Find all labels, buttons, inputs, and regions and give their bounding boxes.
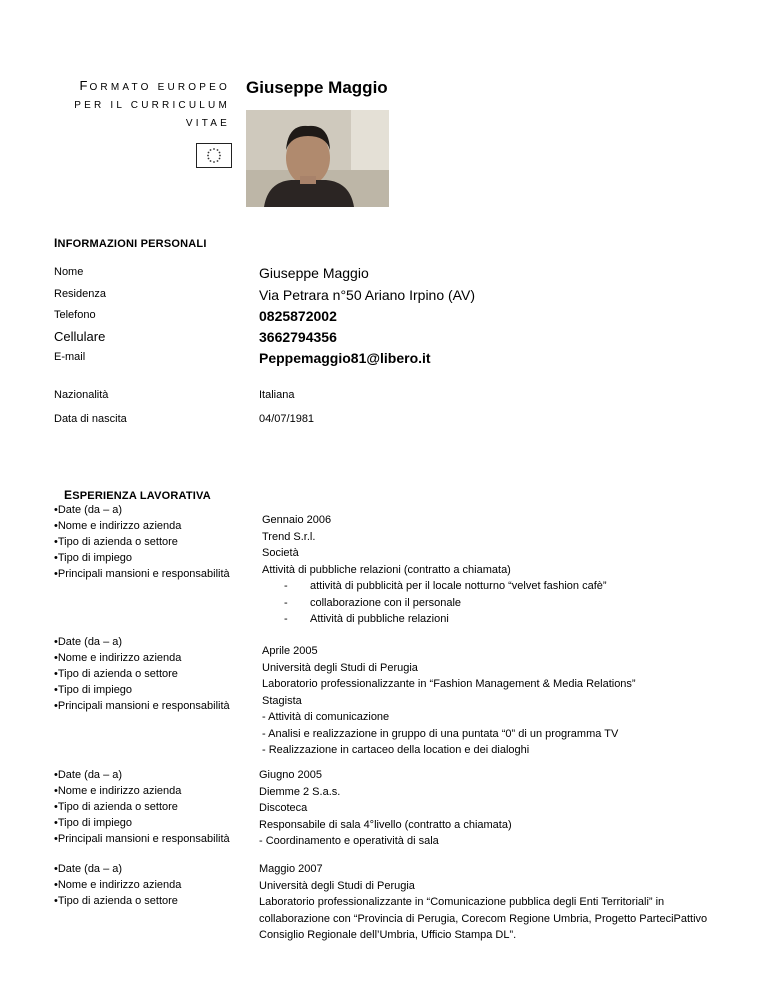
entry-line: Giugno 2005 [259, 769, 322, 781]
label-company: • Nome e indirizzo azienda [54, 877, 181, 893]
label-job: • Tipo di impiego [54, 682, 230, 698]
value-data-nascita: 04/07/1981 [259, 413, 315, 425]
eu-flag-icon [196, 143, 232, 168]
entry-bullet: - Attività di pubbliche relazioni [262, 611, 732, 628]
entry-4-details [259, 861, 739, 944]
label-date: • Date (da – a) [54, 861, 181, 877]
label-cellulare: Cellulare [54, 329, 106, 344]
entry-line: collaborazione con “Provincia di Perugia, Corecom Regione Umbria, Progetto ParteciPattivo [259, 912, 708, 925]
cv-format-line-1: FORMATO EUROPEO [79, 78, 230, 93]
entry-3-details [259, 767, 729, 850]
entry-line: Università degli Studi di Perugia [259, 879, 415, 892]
label-date: • Date (da – a) [54, 634, 230, 650]
label-sector: • Tipo di azienda o settore [54, 893, 181, 909]
label-duties: • Principali mansioni e responsabilità [54, 566, 230, 582]
label-date: • Date (da – a) [54, 502, 230, 518]
label-sector: • Tipo di azienda o settore [54, 799, 230, 815]
entry-line: Laboratorio professionalizzante in “Comunicazione pubblica degli Enti Territoriali” in [259, 896, 665, 908]
label-company: • Nome e indirizzo azienda [54, 783, 230, 799]
entry-line: Responsabile di sala 4°livello (contratto a chiamata) [259, 818, 512, 831]
cv-format-line-3: VITAE [185, 118, 230, 129]
label-company: • Nome e indirizzo azienda [54, 650, 230, 666]
entry-line: Stagista [262, 694, 302, 707]
section-personal-info: INFORMAZIONI PERSONALI [54, 236, 207, 250]
page-title: Giuseppe Maggio [246, 78, 388, 97]
label-date: • Date (da – a) [54, 767, 230, 783]
entry-line: Consiglio Regionale dell’Umbria, Ufficio Stampa DL”. [259, 929, 517, 941]
entry-line: Università degli Studi di Perugia [262, 661, 418, 674]
value-residenza: Via Petrara n°50 Ariano Irpino (AV) [259, 287, 475, 303]
entry-2-details [262, 643, 732, 759]
label-sector: • Tipo di azienda o settore [54, 666, 230, 682]
entry-line: - Realizzazione in cartaceo della location e dei dialoghi [262, 744, 530, 756]
label-job: • Tipo di impiego [54, 550, 230, 566]
value-nazionalita: Italiana [259, 389, 295, 401]
label-telefono: Telefono [54, 309, 96, 321]
cv-format-heading [74, 77, 230, 133]
label-residenza: Residenza [54, 288, 106, 300]
label-nome: Nome [54, 266, 84, 278]
profile-photo [246, 110, 389, 207]
entry-3-labels [54, 767, 230, 847]
label-nazionalita: Nazionalità [54, 389, 109, 401]
entry-line: Società [262, 547, 299, 559]
entry-line: Gennaio 2006 [262, 514, 332, 526]
value-email[interactable]: Peppemaggio81@libero.it [259, 350, 431, 366]
entry-2-labels [54, 634, 230, 714]
value-cellulare: 3662794356 [259, 329, 337, 345]
entry-line: Maggio 2007 [259, 863, 323, 875]
entry-1-labels [54, 502, 230, 582]
entry-4-labels [54, 861, 181, 909]
entry-line: Aprile 2005 [262, 645, 318, 657]
value-telefono: 0825872002 [259, 308, 337, 324]
entry-line: Attività di pubbliche relazioni (contratto a chiamata) [262, 563, 511, 576]
cv-format-line-2: PER IL CURRICULUM [74, 100, 230, 111]
entry-line: Laboratorio professionalizzante in “Fashion Management & Media Relations” [262, 678, 636, 690]
entry-bullet: - collaborazione con il personale [262, 595, 732, 612]
entry-line: - Attività di comunicazione [262, 711, 390, 723]
entry-line: Discoteca [259, 802, 308, 814]
entry-line: - Coordinamento e operatività di sala [259, 835, 439, 847]
entry-line: - Analisi e realizzazione in gruppo di una puntata “0” di un programma TV [262, 727, 619, 740]
entry-bullet: - attività di pubblicità per il locale notturno “velvet fashion cafè” [262, 578, 732, 595]
label-sector: • Tipo di azienda o settore [54, 534, 230, 550]
label-company: • Nome e indirizzo azienda [54, 518, 230, 534]
entry-line: Diemme 2 S.a.s. [259, 785, 341, 798]
entry-line: Trend S.r.l. [262, 530, 316, 543]
value-nome: Giuseppe Maggio [259, 265, 369, 281]
label-duties: • Principali mansioni e responsabilità [54, 831, 230, 847]
label-job: • Tipo di impiego [54, 815, 230, 831]
label-duties: • Principali mansioni e responsabilità [54, 698, 230, 714]
label-data-nascita: Data di nascita [54, 413, 127, 425]
label-email: E-mail [54, 351, 86, 363]
section-work-experience: ESPERIENZA LAVORATIVA [64, 488, 211, 502]
entry-1-details [262, 512, 732, 628]
